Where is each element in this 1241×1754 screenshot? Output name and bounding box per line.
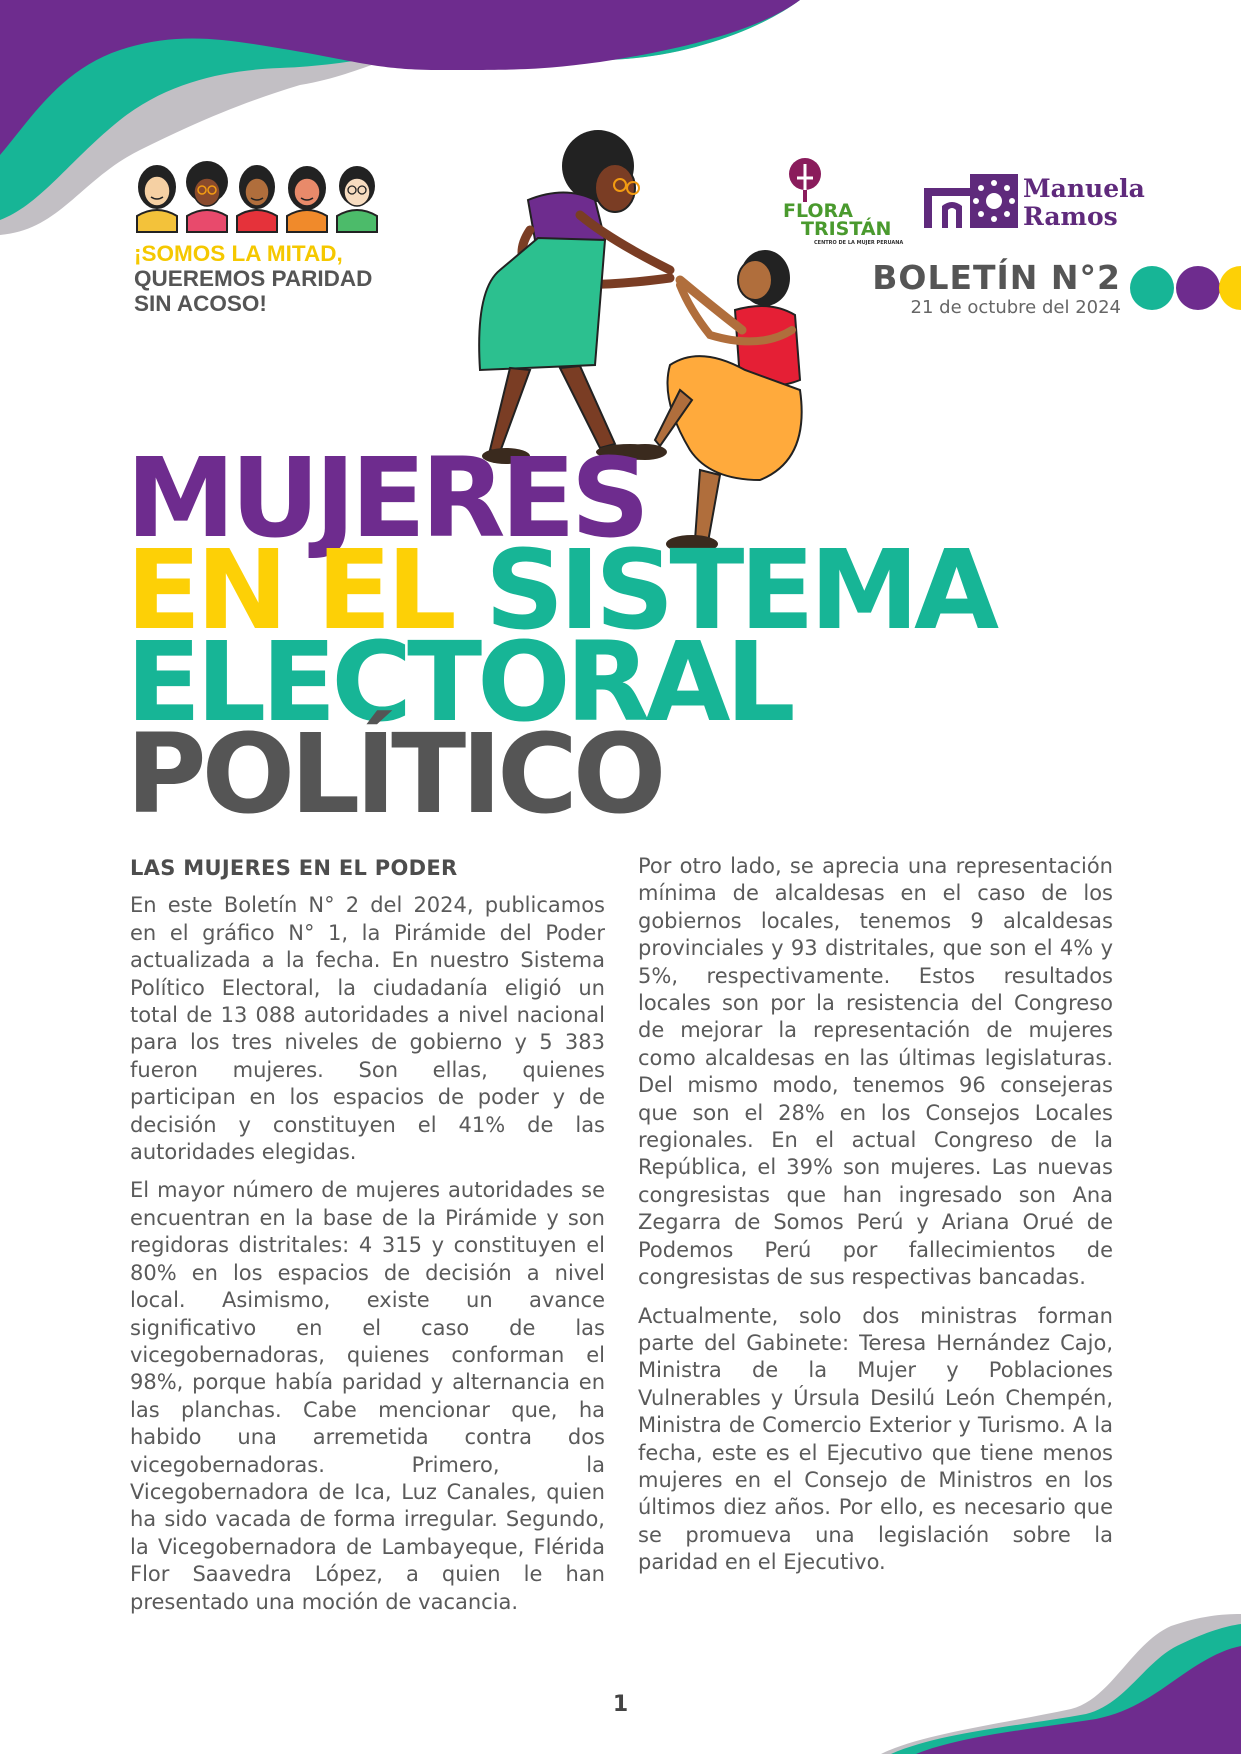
- right-paragraph-1: Por otro lado, se aprecia una representación mínima de alcaldesas en el caso de los gobiernos locales, tenemos 9 alcaldesas provinciales y 93 distritales, que son el 4% y 5%, respectivamente. Estos resultados locales son por la resistencia del Congreso de mejorar la representación de mujeres como alcaldesas en las últimas legislaturas. Del mismo modo, tenemos 96 consejeras que son el 28% en los Consejos Locales regionales. En el actual Congreso de la República, el 39% son mujeres. Las nuevas congresistas que han ingresado son Ana Zegarra de Somos Perú y Ariana Orué de Podemos Perú por fallecimientos de congresistas de sus respectivas bancadas.: [638, 854, 1113, 1290]
- manuela-ramos-logo: [1023, 175, 1145, 231]
- left-paragraph-2: El mayor número de mujeres autoridades se encuentran en la base de la Pirámide y son regidoras distritales: 4 315 y constituyen el 80% en los espacios de decisión a nivel local. Asimismo, existe un avance significativo en el caso de las vicegobernadoras, quienes conforman el 98%, porque había paridad y alternancia en las planchas. Cabe mencionar que, ha habido una arremetida contra dos vicegobernadoras. Primero, la Vicegobernadora de Ica, Luz Canales, quien ha sido vacada de forma irregular. Segundo, la Vicegobernadora de Lambayeque, Flérida Flor Saavedra López, a quien le han presentado una moción de vacancia.: [130, 1178, 605, 1614]
- women-group-illustration: [133, 160, 383, 234]
- manuela-ramos-line-1: Manuela: [1023, 174, 1145, 203]
- title-line-2b: SISTEMA: [485, 526, 995, 654]
- woman-icon: [333, 160, 381, 234]
- title-line-2a: EN EL: [126, 526, 452, 654]
- slogan: [134, 241, 372, 316]
- bottom-wave-decoration: [881, 1614, 1241, 1754]
- woman-icon: [133, 160, 181, 234]
- flora-tristan-line-1: FLORA: [783, 200, 853, 222]
- left-paragraph-1: En este Boletín N° 2 del 2024, publicamos en el gráfico N° 1, la Pirámide del Poder actualizada a la fecha. En nuestro Sistema Político Electoral, la ciudadanía eligió un total de 13 088 autoridades a nivel nacional para los tres niveles de gobierno y 5 383 fueron mujeres. Son ellas, quienes participan en los espacios de poder y de decisión y constituyen el 41% de las autoridades elegidas.: [130, 893, 605, 1165]
- left-column: [130, 855, 605, 1627]
- woman-icon: [183, 160, 231, 234]
- flora-tristan-logo: [783, 202, 891, 238]
- right-column: [638, 853, 1113, 1588]
- slogan-line-1: ¡SOMOS LA MITAD,: [134, 241, 343, 266]
- woman-icon: [283, 160, 331, 234]
- bulletin-date: 21 de octubre del 2024: [910, 297, 1121, 318]
- woman-icon: [233, 160, 281, 234]
- title-line-1: MUJERES: [126, 434, 645, 562]
- flora-tristan-line-2: TRISTÁN: [801, 218, 892, 240]
- slogan-line-2: QUEREMOS PARIDAD: [134, 266, 373, 291]
- flora-tristan-logo-mark: [783, 156, 827, 202]
- slogan-line-3: SIN ACOSO!: [134, 291, 267, 316]
- section-heading: LAS MUJERES EN EL PODER: [130, 856, 458, 880]
- manuela-ramos-line-2: Ramos: [1023, 202, 1118, 231]
- right-paragraph-2: Actualmente, solo dos ministras forman parte del Gabinete: Teresa Hernández Cajo, Ministra de la Mujer y Poblaciones Vulnerables y Úrsula Desilú León Chempén, Ministra de Comercio Exterior y Turismo. A la fecha, este es el Ejecutivo que tiene menos mujeres en el Consejo de Ministros en los últimos diez años. Por ello, es necesario que se promueva una legislación sobre la paridad en el Ejecutivo.: [638, 1303, 1113, 1575]
- dots-decoration: [1128, 264, 1241, 312]
- flora-tristan-subtitle: CENTRO DE LA MUJER PERUANA: [814, 240, 904, 246]
- page-number: 1: [612, 1692, 629, 1717]
- manuela-ramos-logo-mark: [922, 170, 1020, 232]
- title-line-3: ELECTORAL: [126, 618, 791, 746]
- bulletin-title: BOLETÍN N°2: [872, 258, 1121, 297]
- title-line-4: POLÍTICO: [126, 710, 662, 838]
